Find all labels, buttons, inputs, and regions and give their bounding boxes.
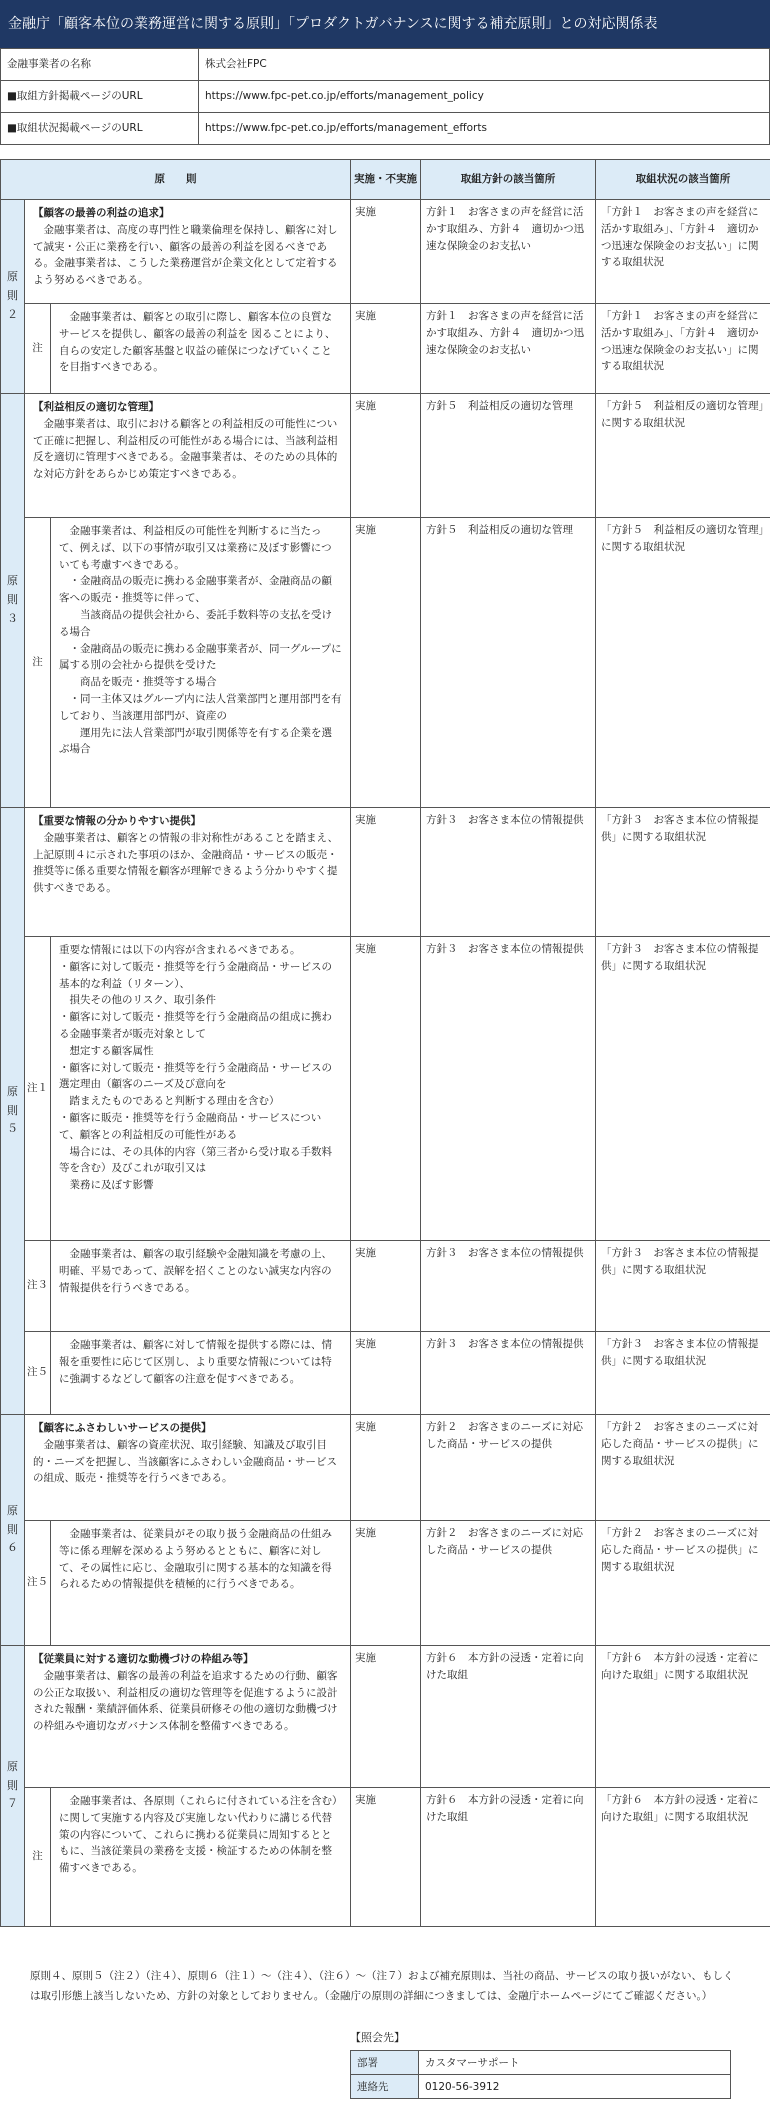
policy-cell: 方針５ 利益相反の適切な管理 xyxy=(421,394,596,518)
principle-text xyxy=(25,1646,351,1788)
table-row xyxy=(1,1415,770,1521)
info-row xyxy=(1,49,770,81)
header-status: 実施・不実施 xyxy=(351,160,421,200)
header-state: 取組状況の該当箇所 xyxy=(596,160,770,200)
policy-cell: 方針３ お客さま本位の情報提供 xyxy=(421,808,596,937)
state-cell: 「方針１ お客さまの声を経営に活かす取組み」、「方針４ 適切かつ迅速な保険金のお支払い」に関する取組状況 xyxy=(596,304,770,394)
principle-text xyxy=(51,937,351,1241)
principle-title: 【利益相反の適切な管理】 xyxy=(33,401,159,413)
footer-note: 原則４、原則５（注２）（注４）、原則６（注１）～（注４）、（注６）～（注７）および補充原則は、当社の商品、サービスの取り扱いがない、もしくは取引形態上該当しないため、方針の対象としておりません。（金融庁の原則の詳細につきましては、金融庁ホームページにてご確認ください。） xyxy=(30,1970,734,2002)
note-label: 注 xyxy=(25,518,51,808)
note-label: 注５ xyxy=(25,1332,51,1415)
status-cell: 実施 xyxy=(351,1521,421,1646)
table-row xyxy=(1,518,770,808)
policy-cell: 方針２ お客さまのニーズに対応した商品・サービスの提供 xyxy=(421,1521,596,1646)
principle-text xyxy=(51,1241,351,1332)
status-cell: 実施 xyxy=(351,1788,421,1927)
table-row xyxy=(1,200,770,304)
policy-cell: 方針６ 本方針の浸透・定着に向けた取組 xyxy=(421,1646,596,1788)
table-row xyxy=(1,808,770,937)
principle-line: 金融事業者は、顧客の資産状況、取引経験、知識及び取引目的・ニーズを把握し、当該顧客にふさわしい金融商品・サービスの組成、販売・推奨等を行うべきである。 xyxy=(33,1438,337,1485)
status-cell: 実施 xyxy=(351,1332,421,1415)
policy-cell: 方針３ お客さま本位の情報提供 xyxy=(421,1241,596,1332)
principle-line: 金融事業者は、従業員がその取り扱う金融商品の仕組み等に係る理解を深めるよう努めるとともに、顧客に対して、その属性に応じ、金融取引に関する基本的な知識を得られるための情報提供を積極的に行うべきである。 xyxy=(59,1528,332,1591)
principle-line: 金融事業者は、高度の専門性と職業倫理を保持し、顧客に対して誠実・公正に業務を行い、顧客の最善の利益を図るべきである。金融事業者は、こうした業務運営が企業文化として定着するよう努めるべきである。 xyxy=(33,223,338,287)
state-cell: 「方針５ 利益相反の適切な管理」に関する取組状況 xyxy=(596,394,770,518)
principle-line: ・顧客に対して販売・推奨等を行う金融商品・サービスの基本的な利益（リターン）、 xyxy=(59,960,332,990)
status-cell: 実施 xyxy=(351,1241,421,1332)
principle-line: 金融事業者は、顧客の最善の利益を追求するための行動、顧客の公正な取扱い、利益相反の適切な管理等を促進するように設計された報酬・業績評価体系、従業員研修その他の適切な動機づけの枠組みや適切なガバナンス体制を整備すべきである。 xyxy=(33,1669,338,1733)
principle-line: 金融事業者は、顧客との取引に際し、顧客本位の良質なサービスを提供し、顧客の最善の利益を 図ることにより、自らの安定した顧客基盤と収益の確保につなげていくことを目指すべきである。 xyxy=(59,311,336,374)
table-row xyxy=(1,937,770,1241)
principle-line: 金融事業者は、顧客に対して情報を提供する際には、情報を重要性に応じて区別し、より重要な情報については特に強調するなどして顧客の注意を促すべきである。 xyxy=(59,1339,332,1385)
principle-line: ・顧客に販売・推奨等を行う金融商品・サービスについて、顧客との利益相反の可能性がある xyxy=(59,1111,322,1141)
principle-group-label: 原則５ xyxy=(1,808,25,1415)
policy-cell: 方針６ 本方針の浸透・定着に向けた取組 xyxy=(421,1788,596,1927)
status-cell: 実施 xyxy=(351,200,421,304)
table-row xyxy=(1,304,770,394)
principle-text xyxy=(51,1521,351,1646)
policy-cell: 方針３ お客さま本位の情報提供 xyxy=(421,937,596,1241)
principle-text xyxy=(25,200,351,304)
info-label: ■取組方針掲載ページのURL xyxy=(1,81,199,113)
principle-line: 金融事業者は、各原則（これらに付されている注を含む）に関して実施する内容及び実施しない代わりに講じる代替策の内容について、これらに携わる従業員に周知するとともに、当該従業員の業務を支援・検証するための体制を整備すべきである。 xyxy=(59,1795,338,1875)
info-table xyxy=(0,48,770,145)
state-cell: 「方針３ お客さま本位の情報提供」に関する取組状況 xyxy=(596,937,770,1241)
status-cell: 実施 xyxy=(351,808,421,937)
state-cell: 「方針５ 利益相反の適切な管理」に関する取組状況 xyxy=(596,518,770,808)
header-principle: 原 則 xyxy=(1,160,351,200)
policy-cell: 方針１ お客さまの声を経営に活かす取組み、方針４ 適切かつ迅速な保険金のお支払い xyxy=(421,304,596,394)
table-row xyxy=(1,1788,770,1927)
principle-line: 重要な情報には以下の内容が含まれるべきである。 xyxy=(59,944,301,956)
principle-group-label: 原則７ xyxy=(1,1646,25,1927)
table-row xyxy=(1,1521,770,1646)
principle-line: ・顧客に対して販売・推奨等を行う金融商品・サービスの選定理由（顧客のニーズ及び意向を xyxy=(59,1061,332,1091)
contact-row xyxy=(351,2051,731,2075)
contact-row xyxy=(351,2075,731,2099)
state-cell: 「方針３ お客さま本位の情報提供」に関する取組状況 xyxy=(596,1332,770,1415)
correspondence-table xyxy=(0,159,770,1927)
contact-value: 0120-56-3912 xyxy=(419,2075,731,2099)
principle-title: 【顧客にふさわしいサービスの提供】 xyxy=(33,1422,212,1434)
policy-cell: 方針３ お客さま本位の情報提供 xyxy=(421,1332,596,1415)
principle-line: 金融事業者は、顧客との情報の非対称性があることを踏まえ、上記原則４に示された事項のほか、金融商品・サービスの販売・推奨等に係る重要な情報を顧客が理解できるよう分かりやすく提供すべきである。 xyxy=(33,831,339,895)
status-cell: 実施 xyxy=(351,304,421,394)
principle-line: 金融事業者は、利益相反の可能性を判断するに当たって、例えば、以下の事情が取引又は業務に及ぼす影響についても考慮すべきである。 xyxy=(59,525,332,571)
note-label: 注１ xyxy=(25,937,51,1241)
principle-title: 【重要な情報の分かりやすい提供】 xyxy=(33,815,201,827)
principle-line: 商品を販売・推奨等する場合 xyxy=(59,676,217,689)
table-row xyxy=(1,394,770,518)
state-cell: 「方針６ 本方針の浸透・定着に向けた取組」に関する取組状況 xyxy=(596,1646,770,1788)
note-label: 注３ xyxy=(25,1241,51,1332)
principle-title: 【従業員に対する適切な動機づけの枠組み等】 xyxy=(33,1653,254,1665)
status-cell: 実施 xyxy=(351,937,421,1241)
table-row xyxy=(1,1332,770,1415)
principle-line: ・同一主体又はグループ内に法人営業部門と運用部門を有しており、当該運用部門が、資産の xyxy=(59,692,342,722)
policy-cell: 方針２ お客さまのニーズに対応した商品・サービスの提供 xyxy=(421,1415,596,1521)
principle-text xyxy=(51,1788,351,1927)
info-value: https://www.fpc-pet.co.jp/efforts/management_efforts xyxy=(199,113,770,145)
principle-line: 金融事業者は、取引における顧客との利益相反の可能性について正確に把握し、利益相反の可能性がある場合には、当該利益相反を適切に管理すべきである。金融事業者は、そのための具体的な対応方針をあらかじめ策定すべきである。 xyxy=(33,417,338,481)
contact-label: 部署 xyxy=(351,2051,419,2075)
status-cell: 実施 xyxy=(351,394,421,518)
note-label: 注 xyxy=(25,1788,51,1927)
principle-line: 想定する顧客属性 xyxy=(59,1044,154,1057)
principle-group-label: 原則３ xyxy=(1,394,25,808)
contact-title: 【照会先】 xyxy=(350,2030,405,2044)
state-cell: 「方針１ お客さまの声を経営に活かす取組み」、「方針４ 適切かつ迅速な保険金のお支払い」に関する取組状況 xyxy=(596,200,770,304)
page-title: 金融庁「顧客本位の業務運営に関する原則」「プロダクトガバナンスに関する補充原則」との対応関係表 xyxy=(0,0,770,48)
policy-cell: 方針５ 利益相反の適切な管理 xyxy=(421,518,596,808)
info-label: 金融事業者の名称 xyxy=(1,49,199,81)
principle-title: 【顧客の最善の利益の追求】 xyxy=(33,207,170,219)
table-row xyxy=(1,1646,770,1788)
contact-value: カスタマーサポート xyxy=(419,2051,731,2075)
principle-group-label: 原則６ xyxy=(1,1415,25,1646)
status-cell: 実施 xyxy=(351,1415,421,1521)
info-row xyxy=(1,81,770,113)
state-cell: 「方針３ お客さま本位の情報提供」に関する取組状況 xyxy=(596,1241,770,1332)
contact-section xyxy=(350,2029,770,2100)
status-cell: 実施 xyxy=(351,518,421,808)
contact-label: 連絡先 xyxy=(351,2075,419,2099)
principle-text xyxy=(25,394,351,518)
info-row xyxy=(1,113,770,145)
principle-line: 当該商品の提供会社から、委託手数料等の支払を受ける場合 xyxy=(59,608,332,638)
info-value: 株式会社FPC xyxy=(199,49,770,81)
state-cell: 「方針２ お客さまのニーズに対応した商品・サービスの提供」に関する取組状況 xyxy=(596,1521,770,1646)
note-label: 注 xyxy=(25,304,51,394)
principle-text xyxy=(25,808,351,937)
principle-line: 踏まえたものであると判断する理由を含む） xyxy=(59,1095,280,1108)
principle-line: 場合には、その具体的内容（第三者から受け取る手数料等を含む）及びこれが取引又は xyxy=(59,1145,332,1175)
state-cell: 「方針６ 本方針の浸透・定着に向けた取組」に関する取組状況 xyxy=(596,1788,770,1927)
principle-line: 業務に及ぼす影響 xyxy=(59,1179,154,1192)
principle-line: ・顧客に対して販売・推奨等を行う金融商品の組成に携わる金融事業者が販売対象として xyxy=(59,1011,332,1040)
contact-table xyxy=(350,2050,731,2099)
principle-group-label: 原則２ xyxy=(1,200,25,394)
info-label: ■取組状況掲載ページのURL xyxy=(1,113,199,145)
header-policy: 取組方針の該当箇所 xyxy=(421,160,596,200)
info-value: https://www.fpc-pet.co.jp/efforts/management_policy xyxy=(199,81,770,113)
state-cell: 「方針３ お客さま本位の情報提供」に関する取組状況 xyxy=(596,808,770,937)
principle-text xyxy=(51,1332,351,1415)
principle-line: ・金融商品の販売に携わる金融事業者が、同一グループに属する別の会社から提供を受けた xyxy=(59,642,342,672)
status-cell: 実施 xyxy=(351,1646,421,1788)
principle-text xyxy=(51,304,351,394)
principle-text xyxy=(51,518,351,808)
principle-line: ・金融商品の販売に携わる金融事業者が、金融商品の顧客への販売・推奨等に伴って、 xyxy=(59,575,332,605)
state-cell: 「方針２ お客さまのニーズに対応した商品・サービスの提供」に関する取組状況 xyxy=(596,1415,770,1521)
table-row xyxy=(1,1241,770,1332)
table-header-row xyxy=(1,160,770,200)
principle-line: 金融事業者は、顧客の取引経験や金融知識を考慮の上、明確、平易であって、誤解を招くことのない誠実な内容の情報提供を行うべきである。 xyxy=(59,1248,332,1294)
principle-line: 損失その他のリスク、取引条件 xyxy=(59,994,216,1007)
policy-cell: 方針１ お客さまの声を経営に活かす取組み、方針４ 適切かつ迅速な保険金のお支払い xyxy=(421,200,596,304)
principle-text xyxy=(25,1415,351,1521)
principle-line: 運用先に法人営業部門が取引関係等を有する企業を選ぶ場合 xyxy=(59,726,332,756)
note-label: 注５ xyxy=(25,1521,51,1646)
